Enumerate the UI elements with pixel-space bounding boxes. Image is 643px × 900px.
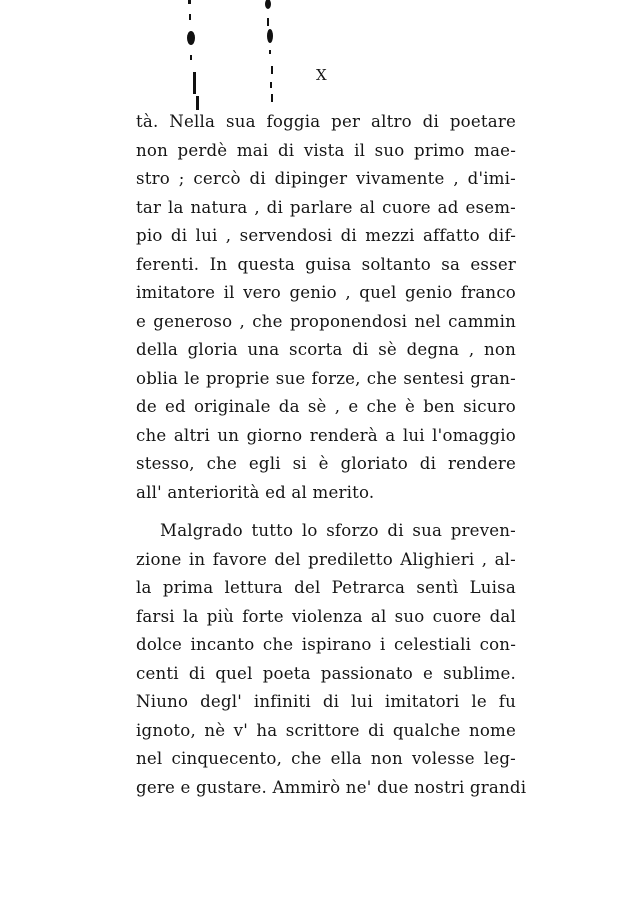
text-line: dolce incanto che ispirano i celestiali con- <box>136 635 516 654</box>
text-line: Niuno degl' infiniti di lui imitatori le fu <box>136 692 516 711</box>
text-line: tà. Nella sua foggia per altro di poetare <box>136 112 516 131</box>
text-line: ferenti. In questa guisa soltanto sa esser <box>136 254 516 274</box>
text-line: imitatore il vero genio , quel genio franco <box>136 283 516 302</box>
text-line: nel cinquecento, che ella non volesse leg- <box>136 749 516 768</box>
text-line: che altri un giorno renderà a lui l'omaggio <box>136 425 516 445</box>
paragraph <box>136 517 527 802</box>
text-line: Malgrado tutto lo sforzo di sua preven- <box>160 521 516 540</box>
ink-bleed-marks <box>0 0 643 120</box>
text-line: de ed originale da sè , e che è ben sicuro <box>136 397 516 416</box>
text-line: oblia le proprie sue forze, che sentesi gran- <box>136 368 516 388</box>
body-text <box>136 108 527 802</box>
text-line: stro ; cercò di dipinger vivamente , d'imi- <box>136 169 516 188</box>
text-line: pio di lui , servendosi di mezzi affatto dif- <box>136 226 516 245</box>
text-line: centi di quel poeta passionato e sublime. <box>136 663 516 683</box>
text-line: gere e gustare. Ammirò ne' due nostri grandi <box>136 777 527 797</box>
text-line: stesso, che egli si è gloriato di rendere <box>136 454 516 473</box>
text-line: ignoto, nè v' ha scrittore di qualche nome <box>136 720 516 740</box>
text-line: zione in favore del prediletto Alighieri , al- <box>136 549 516 569</box>
text-line: e generoso , che proponendosi nel cammin <box>136 311 516 331</box>
text-line: farsi la più forte violenza al suo cuore dal <box>136 606 516 626</box>
text-line: tar la natura , di parlare al cuore ad esem- <box>136 197 516 217</box>
text-line: la prima lettura del Petrarca sentì Luisa <box>136 578 516 597</box>
text-line: all' anteriorità ed al merito. <box>136 482 375 502</box>
text-line: della gloria una scorta di sè degna , non <box>136 340 516 359</box>
page-number: X <box>316 66 328 84</box>
text-line: non perdè mai di vista il suo primo mae- <box>136 140 516 160</box>
paragraph <box>136 108 516 507</box>
